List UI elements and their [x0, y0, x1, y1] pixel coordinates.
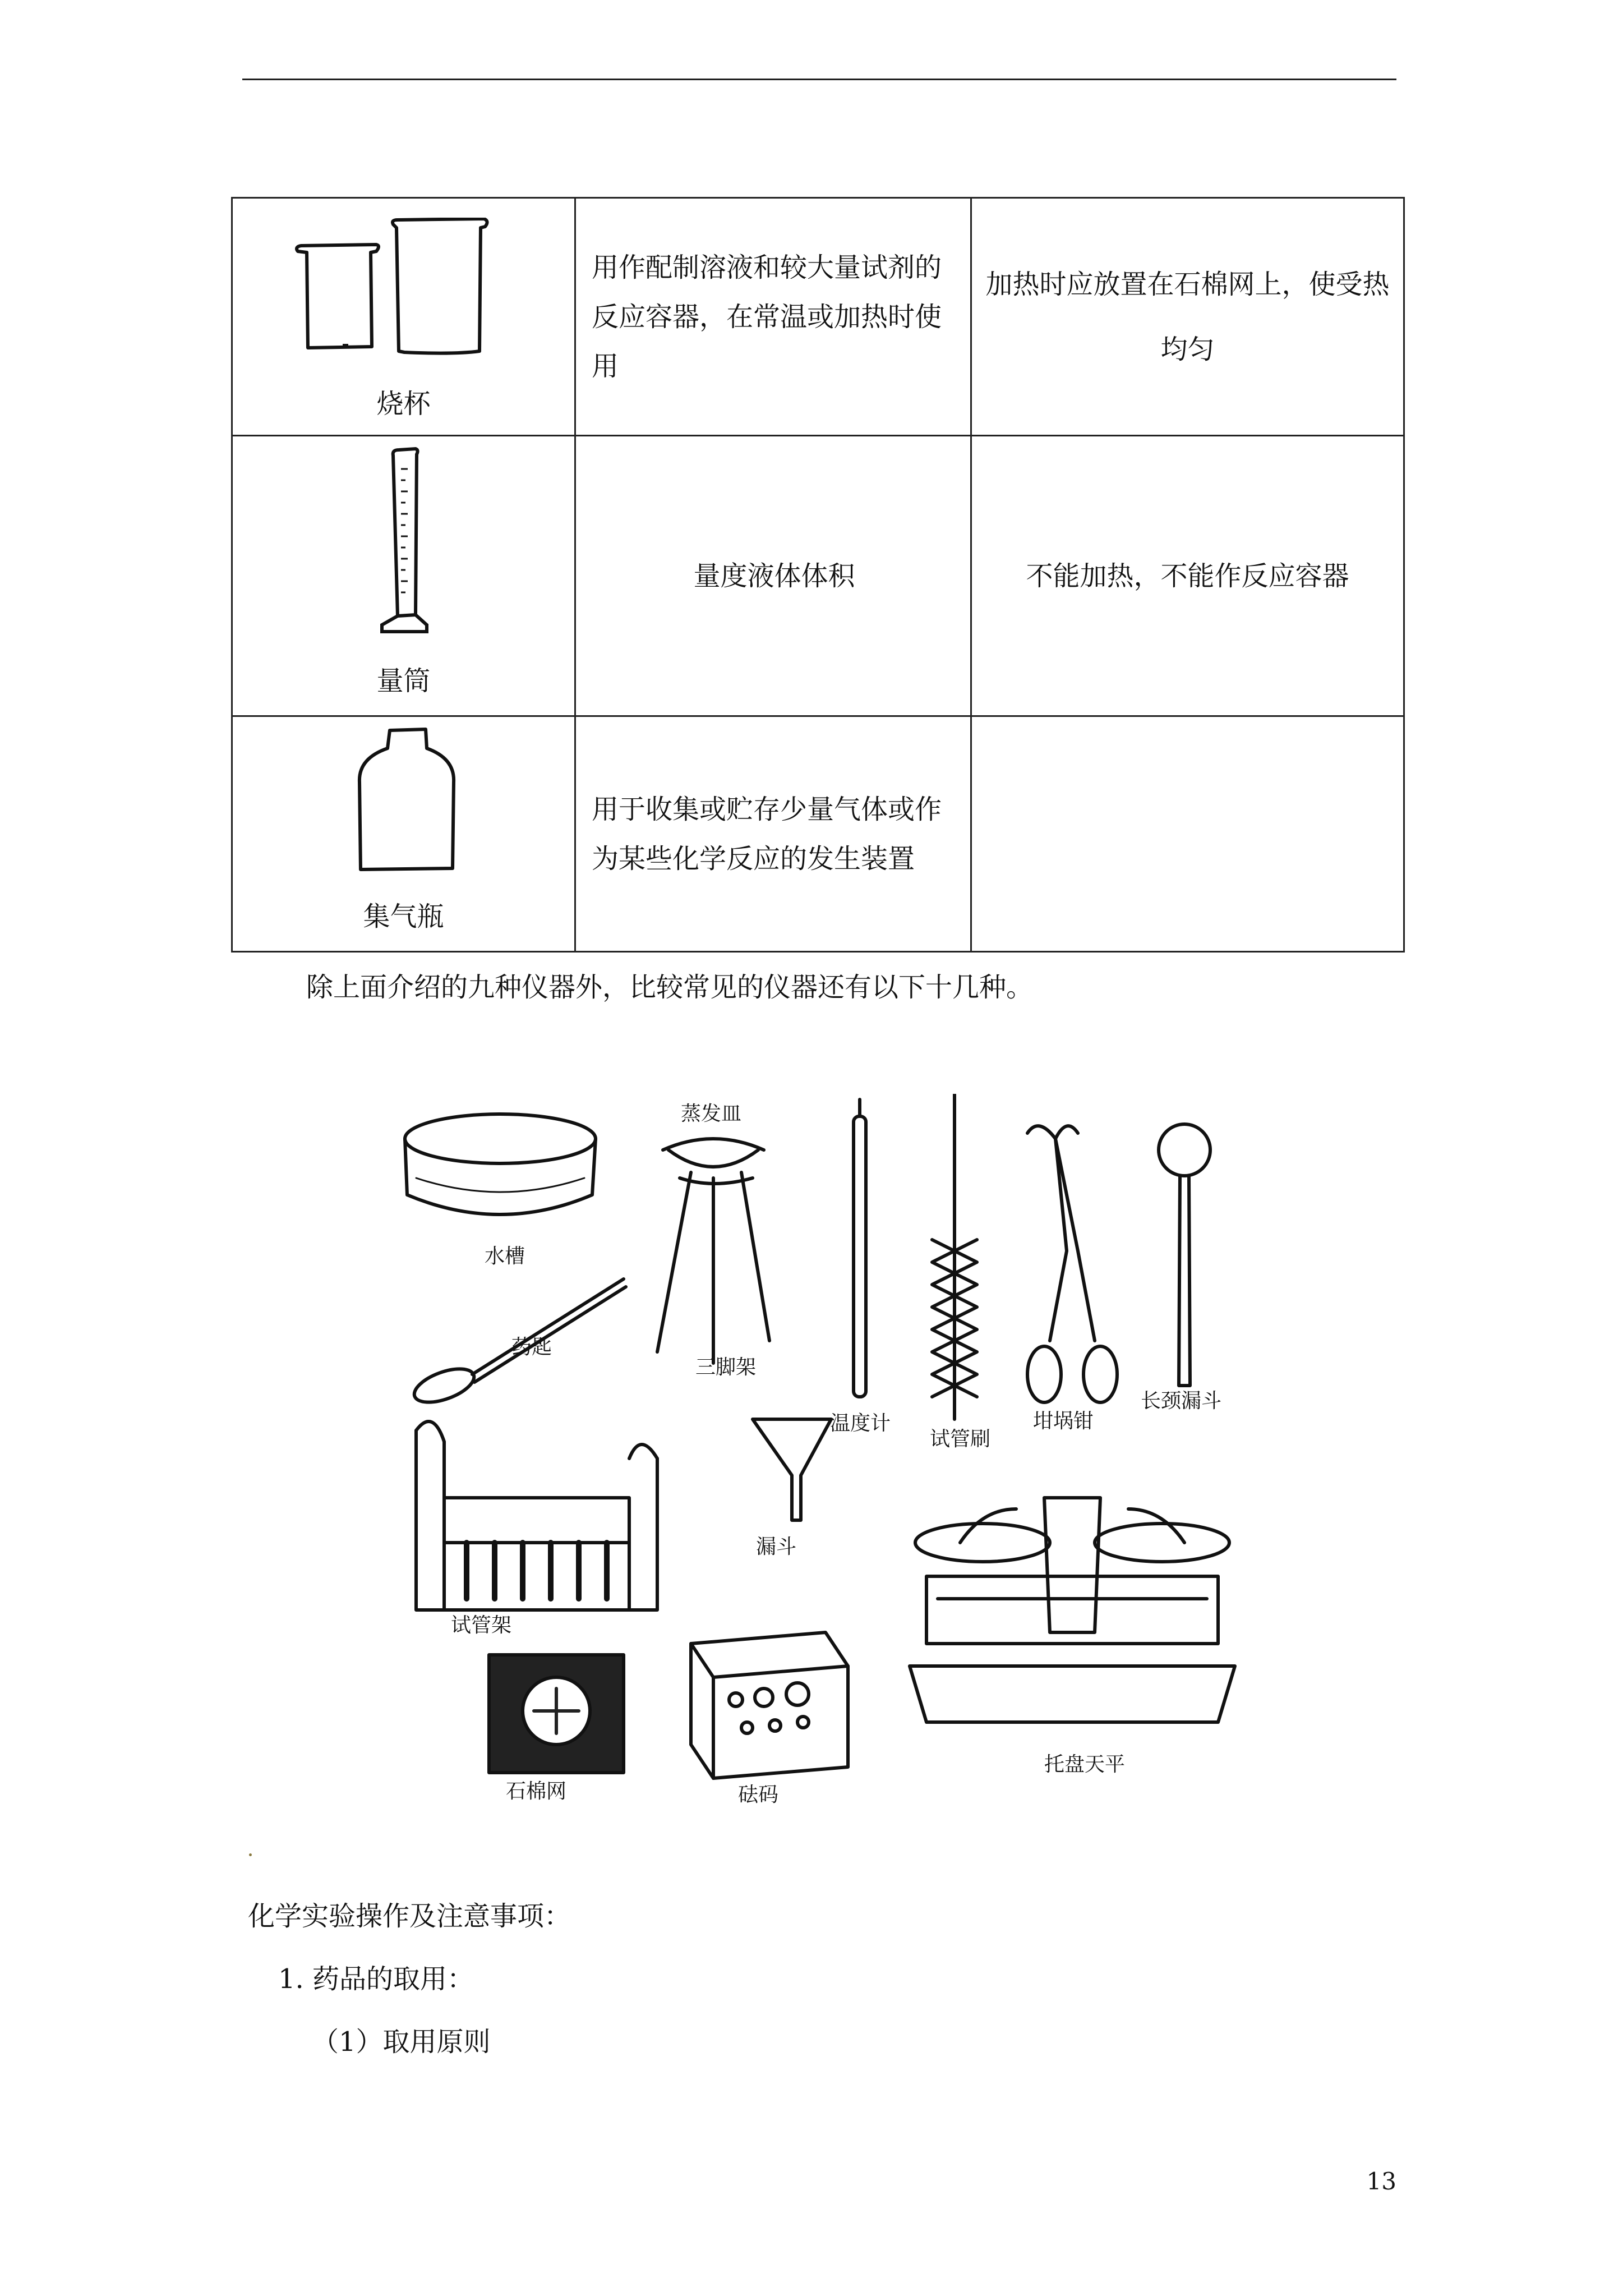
- page-number: 13: [1366, 2168, 1396, 2195]
- label-funnel: 漏斗: [756, 1535, 797, 1558]
- test-tube-brush-icon: [932, 1094, 977, 1419]
- list-item-1: 1. 药品的取用：: [278, 1963, 474, 1995]
- header-rule: [242, 79, 1396, 80]
- label-tripod: 三脚架: [695, 1356, 757, 1379]
- usage-cell: 量度液体体积: [575, 436, 971, 716]
- tray-balance-icon: [910, 1498, 1235, 1722]
- note-cell: [971, 716, 1404, 952]
- label-thermometer: 温度计: [830, 1412, 891, 1435]
- sub-item-1: （1）取用原则: [312, 2026, 491, 2058]
- table-row: [232, 716, 1404, 952]
- label-spatula: 药匙: [511, 1336, 552, 1359]
- thermometer-icon: [854, 1099, 866, 1397]
- table-row: [232, 436, 1404, 716]
- label-asbestos-gauze: 石棉网: [506, 1780, 567, 1803]
- usage-cell: 用作配制溶液和较大量试剂的反应容器，在常温或加热时使用: [575, 198, 971, 436]
- instrument-name: 集气瓶: [363, 901, 444, 932]
- table-row: [232, 198, 1404, 436]
- evaporating-dish-tripod-icon: [657, 1139, 769, 1363]
- note-cell: 不能加热，不能作反应容器: [971, 436, 1404, 716]
- label-crucible-tongs: 坩埚钳: [1033, 1410, 1094, 1433]
- crucible-tongs-icon: [1027, 1126, 1117, 1402]
- intro-paragraph: 除上面介绍的九种仪器外，比较常见的仪器还有以下十几种。: [306, 972, 1034, 1003]
- long-neck-funnel-icon: [1159, 1124, 1210, 1386]
- label-tray-balance: 托盘天平: [1044, 1753, 1126, 1776]
- instruments-figure: [399, 1094, 1241, 1812]
- label-evaporating-dish: 蒸发皿: [681, 1102, 742, 1125]
- instrument-table: [231, 197, 1405, 953]
- test-tube-rack-icon: [416, 1421, 657, 1610]
- label-long-neck-funnel: 长颈漏斗: [1141, 1389, 1222, 1412]
- asbestos-gauze-icon: [489, 1655, 624, 1773]
- stray-dot: [249, 1853, 252, 1856]
- label-test-tube-rack: 试管架: [451, 1614, 512, 1637]
- instruments-drawing: [399, 1094, 1241, 1812]
- beaker-icon: [287, 218, 522, 364]
- instrument-cell: [232, 716, 575, 952]
- label-weights: 砝码: [738, 1783, 779, 1806]
- label-water-trough: 水槽: [485, 1245, 525, 1268]
- label-test-tube-brush: 试管刷: [930, 1428, 991, 1451]
- weights-box-icon: [691, 1632, 848, 1778]
- instrument-name: 量筒: [376, 665, 431, 697]
- gas-jar-icon: [351, 726, 463, 877]
- instrument-name: 烧杯: [376, 388, 431, 420]
- water-trough-icon: [405, 1114, 596, 1214]
- note-cell: 加热时应放置在石棉网上，使受热均匀: [971, 198, 1404, 436]
- funnel-icon: [753, 1419, 831, 1520]
- instrument-cell: [232, 198, 575, 436]
- instrument-cell: [232, 436, 575, 716]
- section-title: 化学实验操作及注意事项：: [248, 1901, 571, 1932]
- graduated-cylinder-icon: [371, 447, 438, 637]
- usage-cell: 用于收集或贮存少量气体或作为某些化学反应的发生装置: [575, 716, 971, 952]
